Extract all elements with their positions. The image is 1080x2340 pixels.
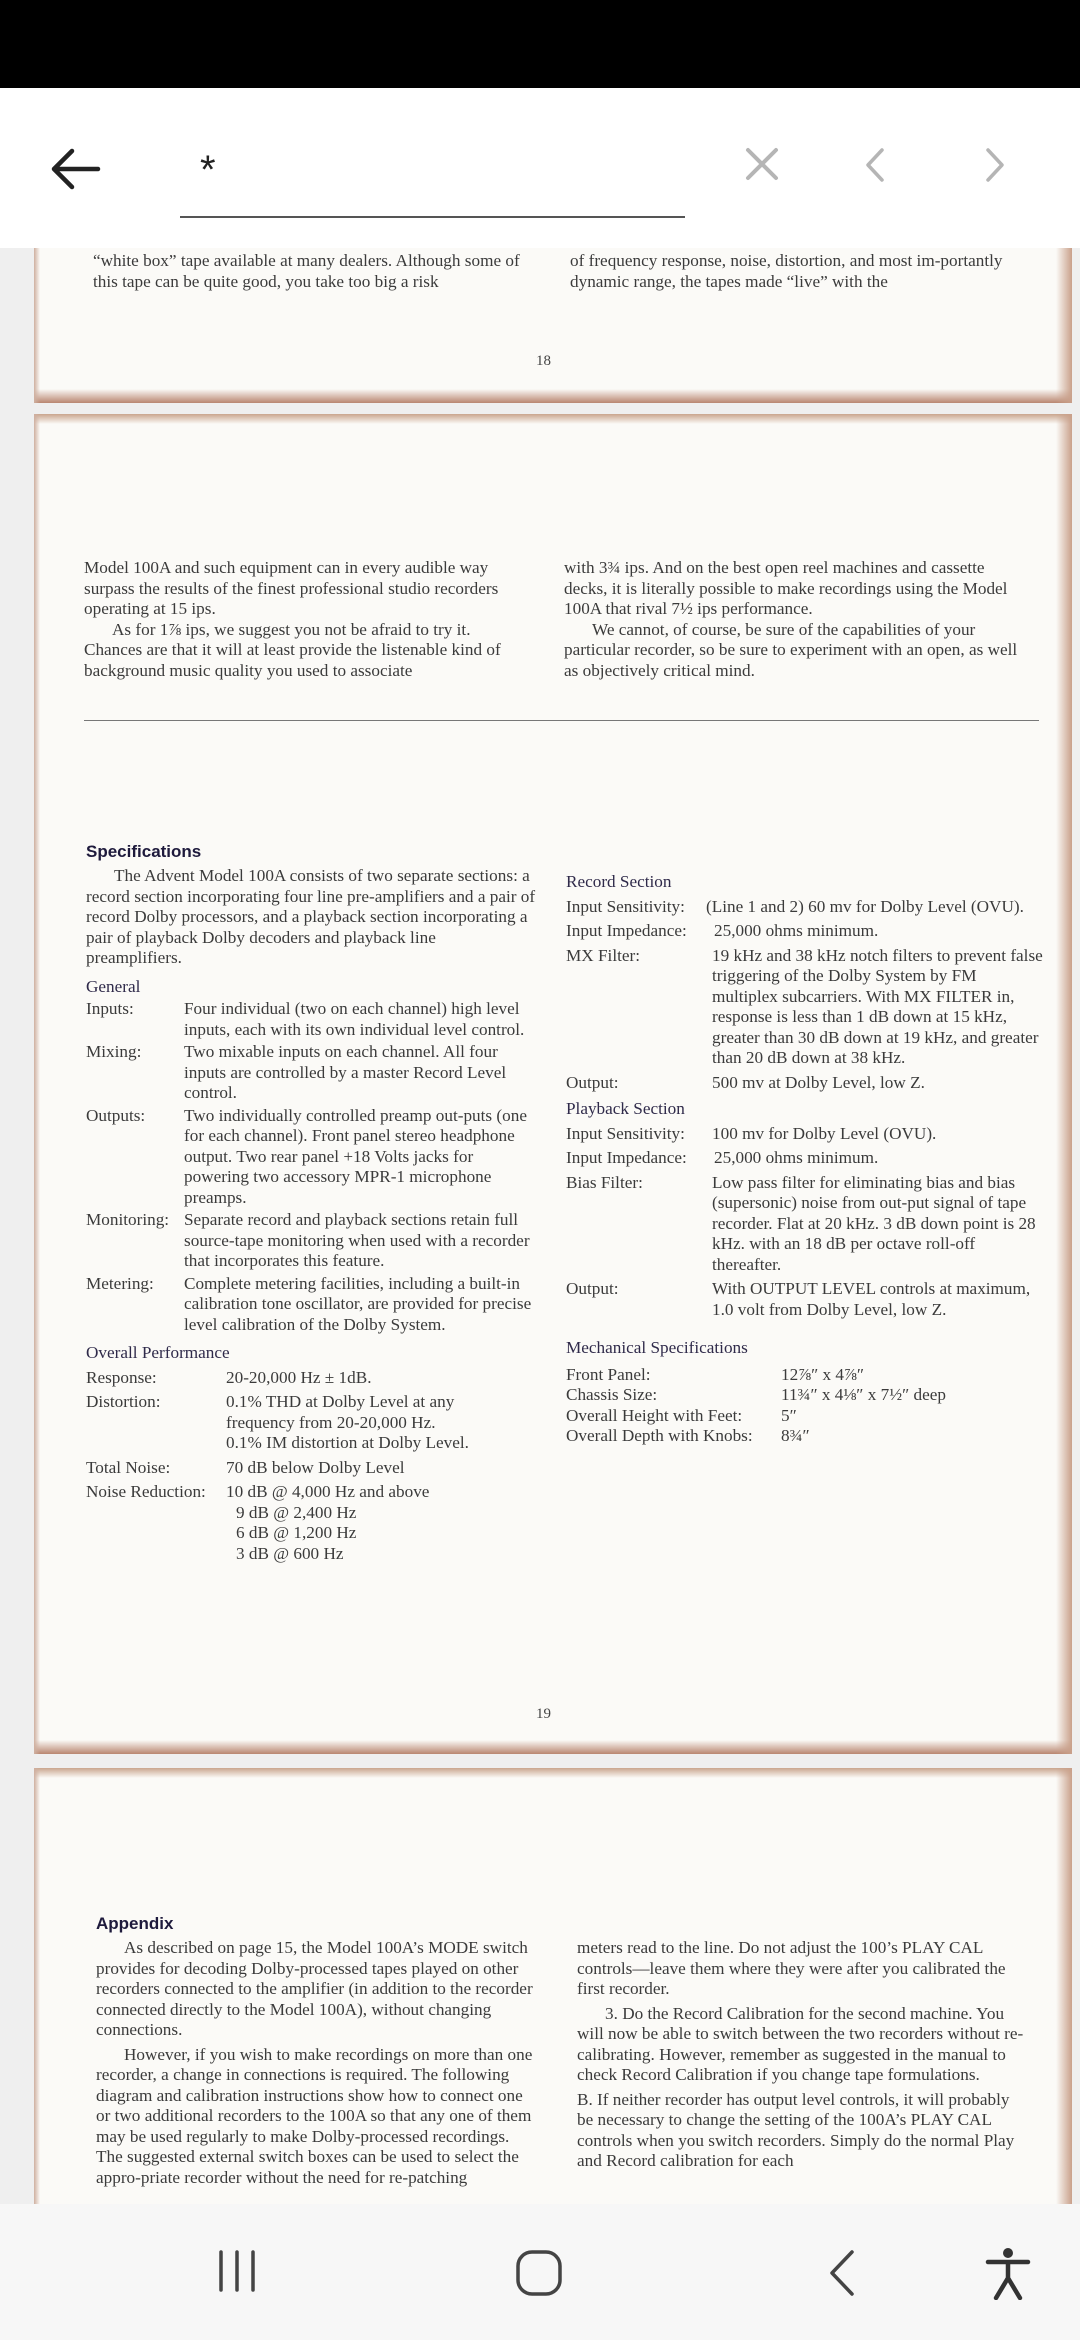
- spec-row: Monitoring: Separate record and playback sections retain full source-tape monitoring when used with a recorder that incorporates this feature.: [86, 1210, 530, 1270]
- spec-row: Inputs: Four individual (two on each channel) high level inputs, each with its own individual level control.: [86, 999, 525, 1039]
- chevron-right-icon: [982, 146, 1008, 184]
- spec-row: Input Impedance: 25,000 ohms minimum.: [566, 1148, 879, 1167]
- specifications-heading: Specifications: [86, 842, 202, 861]
- spec-row: Mixing: Two mixable inputs on each channel. All four inputs are controlled by a master Record Level control.: [86, 1042, 507, 1102]
- nav-back-button[interactable]: [826, 2248, 858, 2303]
- paragraph: As described on page 15, the Model 100A’s MODE switch provides for decoding Dolby-processed tapes played on other recorders connected to the amplifier (in addition to the recorder connected directly to the Model 100A), without changing connections.: [96, 1938, 533, 2039]
- spec-row: Bias Filter: Low pass filter for eliminating bias and bias (supersonic) noise from out-put signal of tape recorder. Flat at 20 kHz. 3 dB down point is 28 kHz. with an 18 dB per octave roll-off thereafter.: [566, 1172, 1036, 1274]
- paragraph: We cannot, of course, be sure of the capabilities of your particular recorder, so be sure to experiment with an open, as well as objectively critical mind.: [564, 619, 1018, 680]
- spec-left-column: [86, 866, 536, 1564]
- paragraph: Model 100A and such equipment can in every audible way surpass the results of the finest professional studio recorders operating at 15 ips.: [84, 558, 499, 618]
- spec-row: Metering: Complete metering facilities, including a built-in calibration tone oscillator, are provided for precise level calibration of the Dolby System.: [86, 1273, 532, 1334]
- spec-row: Outputs: Two individually controlled preamp out-puts (one for each channel). Front panel stereo headphone output. Two rear panel +18 Volts jacks for powering two accessory MPR-1 microphone preamps.: [86, 1105, 527, 1207]
- paragraph: As for 1⅞ ips, we suggest you not be afraid to try it. Chances are that it will at least provide the listenable kind of background music quality you used to associate: [84, 619, 501, 680]
- back-button[interactable]: [46, 144, 106, 194]
- paragraph: meters read to the line. Do not adjust the 100’s PLAY CAL controls—leave them where they were after you calibrated the first recorder.: [577, 1938, 1006, 1998]
- home-button[interactable]: [514, 2248, 564, 2303]
- page-18: [34, 248, 1072, 403]
- spec-row: Chassis Size: 11¾″ x 4⅛″ x 7½″ deep: [566, 1385, 947, 1404]
- nav-back-icon: [826, 2248, 858, 2298]
- previous-match-button[interactable]: [862, 146, 888, 189]
- spec-row: Input Sensitivity: 100 mv for Dolby Level (OVU).: [566, 1123, 937, 1143]
- recent-apps-button[interactable]: [214, 2248, 260, 2299]
- next-match-button[interactable]: [982, 146, 1008, 189]
- page-number: 18: [536, 353, 551, 369]
- accessibility-button[interactable]: [984, 2246, 1032, 2305]
- document-viewer[interactable]: [0, 248, 1080, 2204]
- paragraph: 3. Do the Record Calibration for the second machine. You will now be able to switch between the two recorders without re-calibrating. However, remember as suggested in the manual to check Record Calibration if you change tape formulations.: [577, 2003, 1024, 2084]
- find-bar: [0, 88, 1080, 249]
- spec-right-column: [566, 872, 1046, 1447]
- close-icon: [742, 144, 782, 184]
- overall-list: [86, 1368, 536, 1565]
- recent-apps-icon: [214, 2248, 260, 2294]
- intro-left-column: [84, 558, 524, 681]
- search-underline: [180, 216, 685, 218]
- chevron-left-icon: [862, 146, 888, 184]
- paragraph: B. If neither recorder has output level controls, it will probably be necessary to change the setting of the 100A’s PLAY CAL controls when you switch recorders. Simply do the normal Play and Record calibration for each: [577, 2089, 1015, 2170]
- page-19: [34, 414, 1072, 1754]
- divider: [84, 720, 1039, 721]
- appendix-left-column: [96, 1938, 536, 2188]
- overall-performance-heading: Overall Performance: [86, 1343, 230, 1362]
- arrow-left-icon: [46, 144, 106, 194]
- page-20: [34, 1768, 1072, 2204]
- spec-row: Input Impedance: 25,000 ohms minimum.: [566, 921, 879, 940]
- spec-row: Response: 20-20,000 Hz ± 1dB.: [86, 1367, 372, 1387]
- spec-row: Input Sensitivity: (Line 1 and 2) 60 mv for Dolby Level (OVU).: [566, 896, 1024, 916]
- page-number: 19: [536, 1706, 551, 1722]
- spec-row: Overall Height with Feet: 5″: [566, 1405, 797, 1425]
- home-icon: [514, 2248, 564, 2298]
- spec-row: Output: 500 mv at Dolby Level, low Z.: [566, 1072, 925, 1092]
- system-navigation-bar: [0, 2204, 1080, 2340]
- spec-row: Output: With OUTPUT LEVEL controls at maximum, 1.0 volt from Dolby Level, low Z.: [566, 1279, 1031, 1319]
- spec-row: Total Noise: 70 dB below Dolby Level: [86, 1457, 405, 1477]
- record-section-heading: Record Section: [566, 872, 672, 891]
- playback-section-heading: Playback Section: [566, 1099, 685, 1118]
- general-heading: General: [86, 976, 141, 996]
- paragraph: with 3¾ ips. And on the best open reel machines and cassette decks, it is literally possible to make recordings using the Model 100A that rival 7½ ips performance.: [564, 558, 1008, 618]
- mechanical-heading: Mechanical Specifications: [566, 1338, 748, 1357]
- appendix-right-column: [577, 1938, 1027, 2172]
- spec-row: Overall Depth with Knobs: 8¾″: [566, 1426, 810, 1445]
- spec-row: Front Panel: 12⅞″ x 4⅞″: [566, 1364, 865, 1384]
- spec-row: Distortion: 0.1% THD at Dolby Level at any frequency from 20-20,000 Hz. 0.1% IM distortion at Dolby Level.: [86, 1392, 469, 1452]
- page-18-left-text: “white box” tape available at many dealers. Although some of this tape can be quite good, you take too big a risk: [93, 251, 520, 291]
- spec-intro: The Advent Model 100A consists of two separate sections: a record section incorporating four line pre-amplifiers and a pair of record Dolby processors, and a playback section incorporating a pair of playback Dolby decoders and playback line preamplifiers.: [86, 866, 536, 967]
- spec-row: MX Filter: 19 kHz and 38 kHz notch filters to prevent false triggering of the Dolby System by FM multiplex subcarriers. With MX FILTER in, response is less than 1 dB down at 15 kHz, greater than 30 dB down at 19 kHz, and greater than 20 dB down at 38 kHz.: [566, 945, 1043, 1067]
- intro-right-column: [564, 558, 1019, 681]
- appendix-heading: Appendix: [96, 1914, 174, 1933]
- accessibility-icon: [984, 2246, 1032, 2300]
- search-input[interactable]: *: [200, 148, 216, 192]
- close-button[interactable]: [742, 144, 782, 189]
- general-list: [86, 999, 536, 1335]
- page-18-right-text: of frequency response, noise, distortion, and most im-portantly dynamic range, the tapes made “live” with the: [570, 251, 1003, 291]
- status-bar: [0, 0, 1080, 88]
- paragraph: However, if you wish to make recordings on more than one recorder, a change in connections is required. The following diagram and calibration instructions show how to connect one or two additional recorders to the 100A so that any one of them may be used regularly to make Dolby-processed recordings. The suggested external switch boxes can be used to select the appro-priate recorder without the need for re-patching: [96, 2044, 533, 2187]
- spec-row: Noise Reduction: 10 dB @ 4,000 Hz and above 9 dB @ 2,400 Hz 6 dB @ 1,200 Hz 3 dB @ 600 Hz: [86, 1482, 430, 1563]
